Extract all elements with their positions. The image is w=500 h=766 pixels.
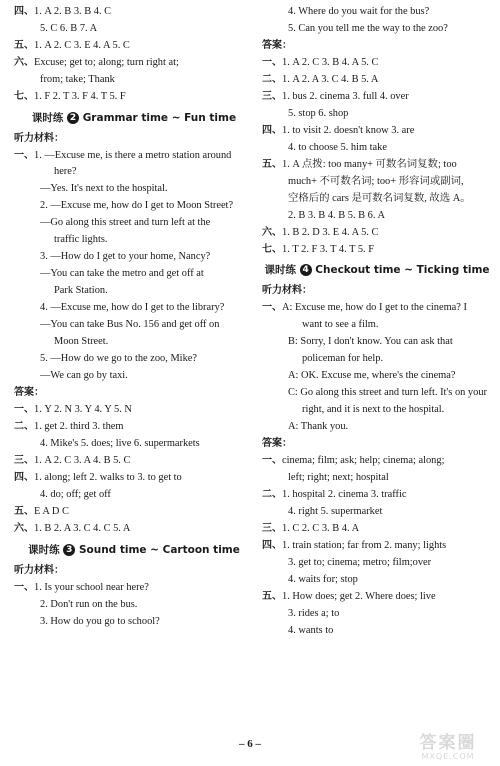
question-number: 七、 <box>14 90 34 102</box>
question-number: 五、 <box>262 158 282 170</box>
answer-text: 1. B 2. A 3. C 4. C 5. A <box>34 523 131 535</box>
answer-text: 1. C 2. C 3. B 4. A <box>282 523 360 535</box>
answer-line: 3. rides a; to <box>288 608 340 620</box>
answer-line: 4. do; off; get off <box>40 489 111 501</box>
question-number: 五、 <box>262 591 282 603</box>
question-number: 四、 <box>262 540 282 552</box>
answer-line: Moon Street. <box>54 336 109 348</box>
question-number: 五、 <box>14 39 34 51</box>
label-heading: 听力材料： <box>14 564 64 576</box>
question-number: 二、 <box>14 421 34 433</box>
answer-line: 4. right 5. supermarket <box>288 506 383 518</box>
answer-text: 1. A 2. C 3. E 4. A 5. C <box>34 39 130 51</box>
question-number: 一、 <box>14 404 34 416</box>
answer-line: right, and it is next to the hospital. <box>302 404 445 416</box>
answer-line: Park Station. <box>54 285 108 297</box>
answer-text: 1. to visit 2. doesn't know 3. are <box>282 124 415 136</box>
answer-text: cinema; film; ask; help; cinema; along; <box>282 455 445 467</box>
section-title: Grammar time ~ Fun time <box>82 111 237 124</box>
answer-text: 1. Y 2. N 3. Y 4. Y 5. N <box>34 404 132 416</box>
answer-line: —Yes. It's next to the hospital. <box>40 183 168 195</box>
lesson-number-badge: 3 <box>63 544 75 556</box>
right-column <box>262 6 492 642</box>
page-number: – 6 – <box>239 738 261 750</box>
section-heading <box>14 110 254 125</box>
answer-line <box>262 244 492 257</box>
question-number: 六、 <box>14 56 34 68</box>
answer-line: —Go along this street and turn left at the <box>40 217 211 229</box>
answer-text: 1. A 2. A 3. C 4. B 5. A <box>282 73 379 85</box>
question-number: 一、 <box>262 56 282 68</box>
question-number: 四、 <box>262 124 282 136</box>
answer-line: 4. Where do you wait for the bus? <box>288 6 430 17</box>
answer-text: 1. Is your school near here? <box>34 581 149 593</box>
answer-line: 3. How do you go to school? <box>40 615 160 627</box>
answer-line: policeman for help. <box>302 353 384 365</box>
answer-line <box>14 523 254 536</box>
answer-line: A: Thank you. <box>288 421 349 433</box>
answer-text: Excuse; get to; along; turn right at; <box>34 56 179 68</box>
answer-text: 1. A 2. C 3. A 4. B 5. C <box>34 455 131 467</box>
answer-line: 4. —Excuse me, how do I get to the library? <box>40 302 225 314</box>
answer-text: A: Excuse me, how do I get to the cinema? I <box>282 302 467 314</box>
answer-text: 1. T 2. F 3. T 4. T 5. F <box>282 243 375 255</box>
answer-line <box>14 455 254 468</box>
watermark <box>402 734 494 762</box>
answer-line: 2. Don't run on the bus. <box>40 598 138 610</box>
answer-text: 1. A 2. B 3. B 4. C <box>34 6 112 17</box>
answer-line: C: Go along this street and turn left. It's on your <box>288 387 487 399</box>
question-number: 六、 <box>262 226 282 238</box>
answer-line: 3. get to; cinema; metro; film;over <box>288 557 432 569</box>
label-heading: 听力材料： <box>14 132 64 144</box>
answer-line: 4. to choose 5. him take <box>288 141 387 153</box>
answer-line <box>262 523 492 536</box>
watermark-text-top: 答案圈 <box>419 733 477 753</box>
answer-line: want to see a film. <box>302 319 379 331</box>
answer-line: —You can take the metro and get off at <box>40 268 204 280</box>
question-number: 四、 <box>14 6 34 17</box>
answer-text: E A D C <box>34 506 69 518</box>
question-number: 四、 <box>14 472 34 484</box>
answer-line: A: OK. Excuse me, where's the cinema? <box>288 370 456 382</box>
answer-line <box>14 40 254 53</box>
answer-line <box>14 91 254 104</box>
question-number: 二、 <box>262 73 282 85</box>
answer-line <box>14 6 254 19</box>
answer-line: B: Sorry, I don't know. You can ask that <box>288 336 453 348</box>
answer-line <box>14 582 254 595</box>
label-heading: 答案： <box>262 39 292 51</box>
answer-text: 1. F 2. T 3. F 4. T 5. F <box>34 90 126 102</box>
answer-line <box>262 57 492 70</box>
answer-line: much+ 不可数名词; too+ 形容词或副词, <box>288 175 464 187</box>
answer-line <box>14 404 254 417</box>
section-heading <box>14 542 254 557</box>
answer-text: 1. B 2. D 3. E 4. A 5. C <box>282 226 379 238</box>
question-number: 三、 <box>14 455 34 467</box>
answer-line: 5. —How do we go to the zoo, Mike? <box>40 353 197 365</box>
answer-line: —You can take Bus No. 156 and get off on <box>40 319 220 331</box>
answer-line: 5. C 6. B 7. A <box>40 22 98 34</box>
answer-line: 3. —How do I get to your home, Nancy? <box>40 251 211 263</box>
answer-line <box>262 91 492 104</box>
answer-line: 4. Mike's 5. does; live 6. supermarkets <box>40 438 200 450</box>
label-heading: 听力材料： <box>262 285 312 297</box>
answer-line: —We can go by taxi. <box>40 370 128 382</box>
answer-line: 空格后的 cars 是可数名词复数, 故选 A。 <box>288 192 471 204</box>
answer-text: 1. hospital 2. cinema 3. traffic <box>282 489 407 501</box>
answer-line <box>262 227 492 240</box>
answer-line: traffic lights. <box>54 234 108 246</box>
section-title: Checkout time ~ Ticking time <box>315 264 490 277</box>
answer-line <box>14 506 254 519</box>
answer-line <box>262 591 492 604</box>
question-number: 七、 <box>262 243 282 255</box>
section-title: Sound time ~ Cartoon time <box>78 543 240 556</box>
answer-line <box>262 489 492 502</box>
section-prefix: 课时练 <box>264 264 296 277</box>
label-heading: 答案： <box>262 438 292 450</box>
answer-line <box>14 472 254 485</box>
answer-text: 1. How does; get 2. Where does; live <box>282 591 436 603</box>
section-prefix: 课时练 <box>31 111 64 124</box>
answer-line: 2. B 3. B 4. B 5. B 6. A <box>288 209 385 221</box>
question-number: 一、 <box>14 581 34 593</box>
section-prefix: 课时练 <box>28 543 60 556</box>
answer-text: 1. get 2. third 3. them <box>34 421 124 433</box>
answer-line <box>14 421 254 434</box>
question-number: 一、 <box>14 149 34 161</box>
watermark-text-bottom: MXQE.COM <box>421 752 475 761</box>
answer-line <box>262 159 492 172</box>
left-column <box>14 6 254 633</box>
answer-text: 1. train station; far from 2. many; lights <box>282 540 447 552</box>
section-heading <box>262 262 492 277</box>
answer-line: here? <box>54 166 77 178</box>
answer-text: 1. —Excuse me, is there a metro station around <box>34 149 232 161</box>
answer-text: 1. along; left 2. walks to 3. to get to <box>34 472 182 484</box>
answer-line: 5. stop 6. shop <box>288 107 349 119</box>
answer-text: 1. A 2. C 3. B 4. A 5. C <box>282 56 379 68</box>
answer-line: 5. Can you tell me the way to the zoo? <box>288 22 448 34</box>
answer-line: 4. waits for; stop <box>288 574 358 586</box>
answer-line <box>262 302 492 315</box>
answer-line <box>262 455 492 468</box>
answer-line: 4. wants to <box>288 625 334 637</box>
answer-text: 1. A 点拨: too many+ 可数名词复数; too <box>282 158 457 170</box>
answer-line: 2. —Excuse me, how do I get to Moon Street? <box>40 200 234 212</box>
answer-text: 1. bus 2. cinema 3. full 4. over <box>282 90 409 102</box>
answer-line: left; right; next; hospital <box>288 472 389 484</box>
answer-line <box>262 125 492 138</box>
question-number: 一、 <box>262 302 282 314</box>
question-number: 二、 <box>262 489 282 501</box>
answer-line <box>262 540 492 553</box>
question-number: 一、 <box>262 455 282 467</box>
question-number: 五、 <box>14 506 34 518</box>
question-number: 六、 <box>14 523 34 535</box>
lesson-number-badge: 2 <box>67 112 79 124</box>
question-number: 三、 <box>262 523 282 535</box>
lesson-number-badge: 4 <box>300 264 312 276</box>
answer-line <box>262 74 492 87</box>
question-number: 三、 <box>262 90 282 102</box>
answer-line <box>14 57 254 70</box>
label-heading: 答案： <box>14 387 44 399</box>
answer-line: from; take; Thank <box>40 73 115 85</box>
answer-line <box>14 150 254 163</box>
